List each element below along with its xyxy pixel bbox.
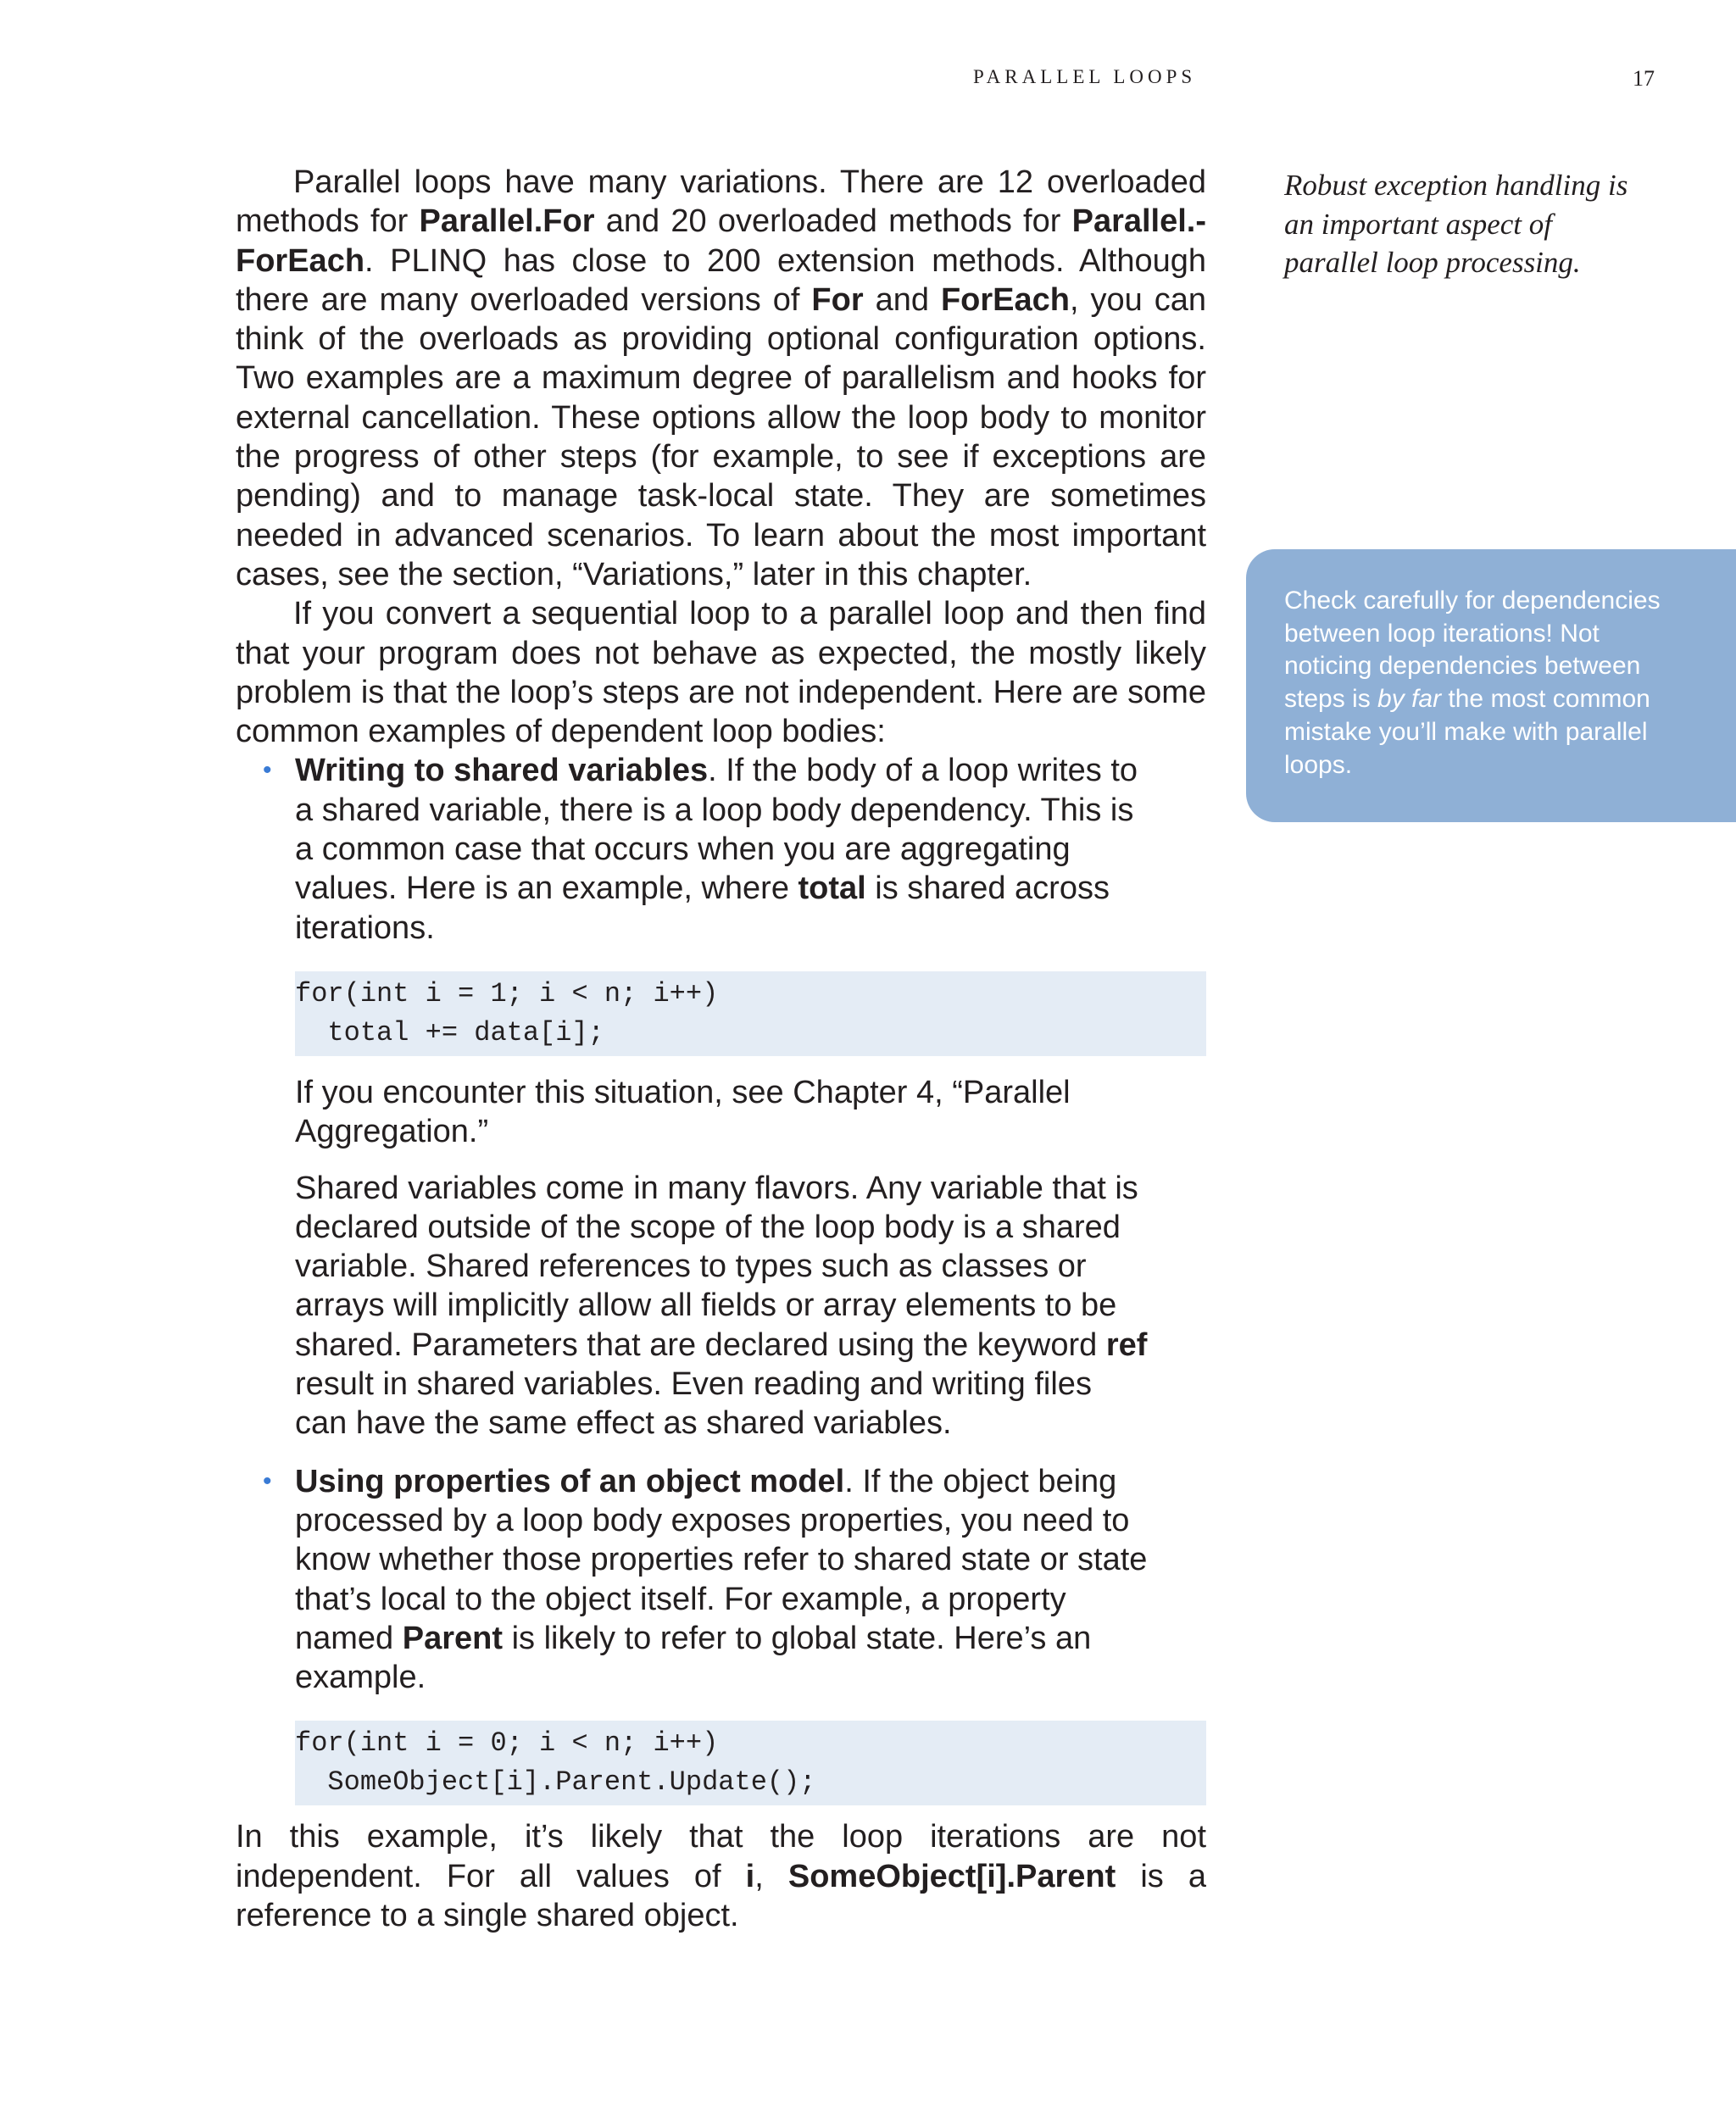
code-line: for(int i = 1; i < n; i++) — [295, 977, 719, 1009]
callout-box — [1246, 549, 1736, 822]
callout-text — [1284, 585, 1691, 781]
text: Parallel loops have many variations. There are 12 overloaded methods for — [236, 164, 1206, 240]
code-line: total += data[i]; — [295, 1016, 604, 1048]
code-term: SomeObject[i].Parent — [787, 1858, 1116, 1894]
text: is likely to refer to global state. Here’s an example. — [295, 1620, 1092, 1696]
text: is a reference to a single shared object. — [236, 1858, 1206, 1933]
bullet-paragraph: If you encounter this situation, see Chapter 4, “Parallel Aggregation.” — [295, 1074, 1071, 1150]
text: the most common mistake you’ll make with parallel loops. — [1284, 685, 1650, 779]
main-text-column — [236, 163, 1206, 1935]
page-number: 17 — [1633, 66, 1655, 91]
margin-note: Robust exception handling is an important aspect of parallel loop processing. — [1284, 169, 1628, 279]
text: , you can think of the overloads as providing optional configuration options. Two examples are a maximum degree of parallelism and hooks for external cancellation. These options allow the loop body to monitor the progress of other steps (for example, to see if exceptions are pending) and to manage task-local state. They are sometimes needed in advanced scenarios. To learn about the most important cases, see the section, “Variations,” later in this chapter. — [236, 281, 1206, 592]
code-term: Parallel.For — [419, 203, 595, 240]
paragraph-conclusion — [236, 1817, 1206, 1935]
code-block — [295, 971, 1206, 1056]
text: Check carefully for dependencies between loop iterations! Not noticing dependencies between steps is — [1284, 587, 1661, 714]
list-item — [263, 751, 1206, 1443]
code-block — [295, 1721, 1206, 1805]
bullet-paragraph — [295, 1169, 1151, 1443]
bullet-paragraph — [295, 751, 1151, 947]
text: . If the object being processed by a loop body exposes properties, you need to know whether those properties refer to shared state or state that’s local to the object itself. For example, a property named — [295, 1463, 1148, 1656]
code-term: ref — [1105, 1326, 1148, 1363]
text: . If the body of a loop writes to a shared variable, there is a loop body dependency. This is a common case that occurs when you are aggregating values. Here is an example, where — [295, 753, 1138, 907]
code-term: Parent — [402, 1620, 504, 1656]
bullet-icon: • — [263, 1466, 272, 1495]
emphasis: by far — [1377, 685, 1442, 714]
bullet-icon: • — [263, 756, 272, 785]
code-term: For — [811, 281, 864, 318]
code-term: Parallel.ForEach — [236, 203, 1207, 279]
code-term: total — [798, 870, 866, 907]
bullet-list — [236, 751, 1206, 1805]
text: and — [863, 281, 941, 318]
text: In this example, it’s likely that the loop iterations are not independent. For all values of — [236, 1819, 1206, 1894]
text: and 20 overloaded methods for — [594, 203, 1072, 240]
code-line: SomeObject[i].Parent.Update(); — [295, 1766, 816, 1799]
paragraph-variations — [236, 163, 1206, 594]
text: is shared across iterations. — [295, 870, 1110, 946]
bullet-title: Using properties of an object model — [295, 1463, 845, 1499]
list-item — [263, 1462, 1206, 1806]
code-line: for(int i = 0; i < n; i++) — [295, 1727, 719, 1760]
bullet-paragraph — [295, 1462, 1151, 1698]
bullet-title: Writing to shared variables — [295, 753, 709, 789]
code-term: ForEach — [940, 281, 1070, 318]
spacer — [295, 1152, 1206, 1169]
paragraph-dependencies: If you convert a sequential loop to a parallel loop and then find that your program does not behave as expected, the mostly likely problem is that the loop’s steps are not independent. Here are some common examples of dependent loop bodies: — [236, 596, 1206, 750]
code-term: i — [745, 1858, 755, 1894]
text: result in shared variables. Even reading and writing files can have the same effect as shared variables. — [295, 1366, 1092, 1442]
text: Shared variables come in many flavors. Any variable that is declared outside of the scope of the loop body is a shared variable. Shared references to types such as classes or arrays will implicitly allow all fields or array elements to be shared. Parameters that are declared using the keyword — [295, 1170, 1138, 1363]
running-head: PARALLEL LOOPS — [973, 66, 1197, 87]
text: , — [754, 1858, 788, 1894]
text: . PLINQ has close to 200 extension methods. Although there are many overloaded versions of — [236, 242, 1206, 318]
